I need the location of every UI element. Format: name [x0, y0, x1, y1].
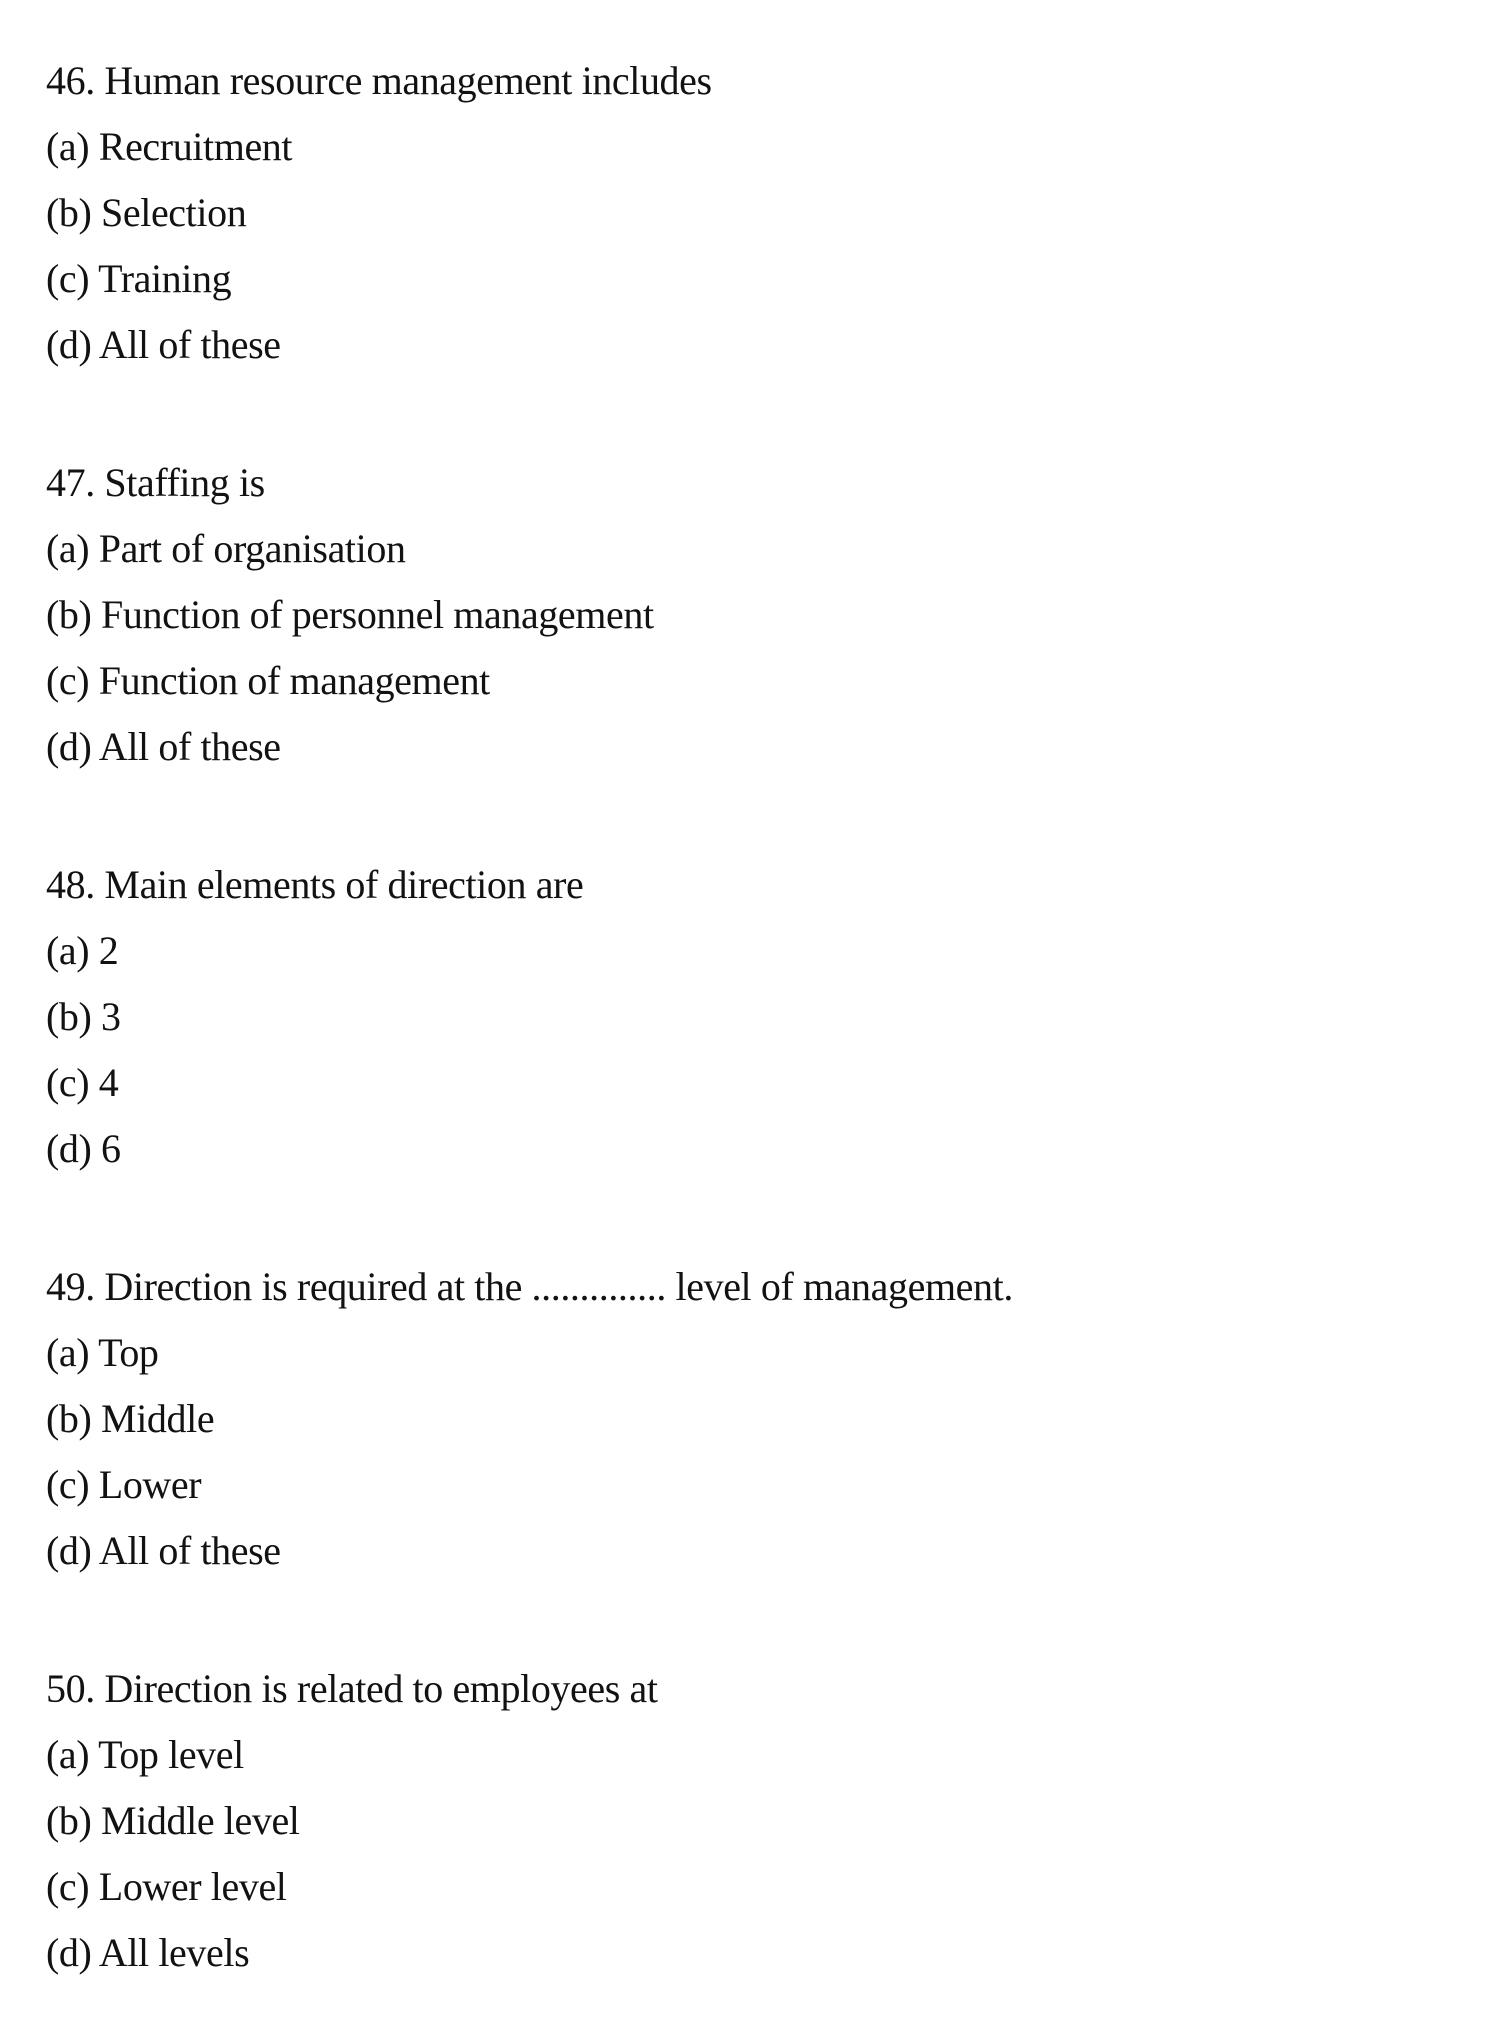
question-option: (c) Training: [46, 256, 232, 301]
question-option: (d) All of these: [46, 724, 281, 769]
question-option: (d) All of these: [46, 1528, 281, 1573]
question-block-47: [46, 450, 1475, 780]
question-option: (a) Part of organisation: [46, 526, 406, 571]
question-option: (b) 3: [46, 994, 121, 1039]
question-option: (b) Selection: [46, 190, 247, 235]
question-option: (a) Top level: [46, 1732, 244, 1777]
question-title: 46. Human resource management includes: [46, 58, 712, 103]
question-option: (b) Middle level: [46, 1798, 300, 1843]
question-option: (a) Top: [46, 1330, 159, 1375]
question-option: (a) 2: [46, 928, 119, 973]
question-option: (a) Recruitment: [46, 124, 293, 169]
question-block-48: [46, 852, 1475, 1182]
question-title: 47. Staffing is: [46, 460, 265, 505]
question-block-50: [46, 1656, 1475, 1986]
question-title: 50. Direction is related to employees at: [46, 1666, 658, 1711]
question-block-49: [46, 1254, 1475, 1584]
questions-list: [46, 48, 1475, 1986]
question-option: (c) 4: [46, 1060, 119, 1105]
question-title: 48. Main elements of direction are: [46, 862, 584, 907]
question-option: (c) Lower: [46, 1462, 202, 1507]
question-option: (c) Lower level: [46, 1864, 287, 1909]
question-option: (d) All of these: [46, 322, 281, 367]
question-title: 49. Direction is required at the .............. level of management.: [46, 1264, 1013, 1309]
question-option: (b) Function of personnel management: [46, 592, 654, 637]
question-block-46: [46, 48, 1475, 378]
question-option: (d) All levels: [46, 1930, 250, 1975]
question-option: (d) 6: [46, 1126, 121, 1171]
question-option: (c) Function of management: [46, 658, 490, 703]
question-option: (b) Middle: [46, 1396, 215, 1441]
